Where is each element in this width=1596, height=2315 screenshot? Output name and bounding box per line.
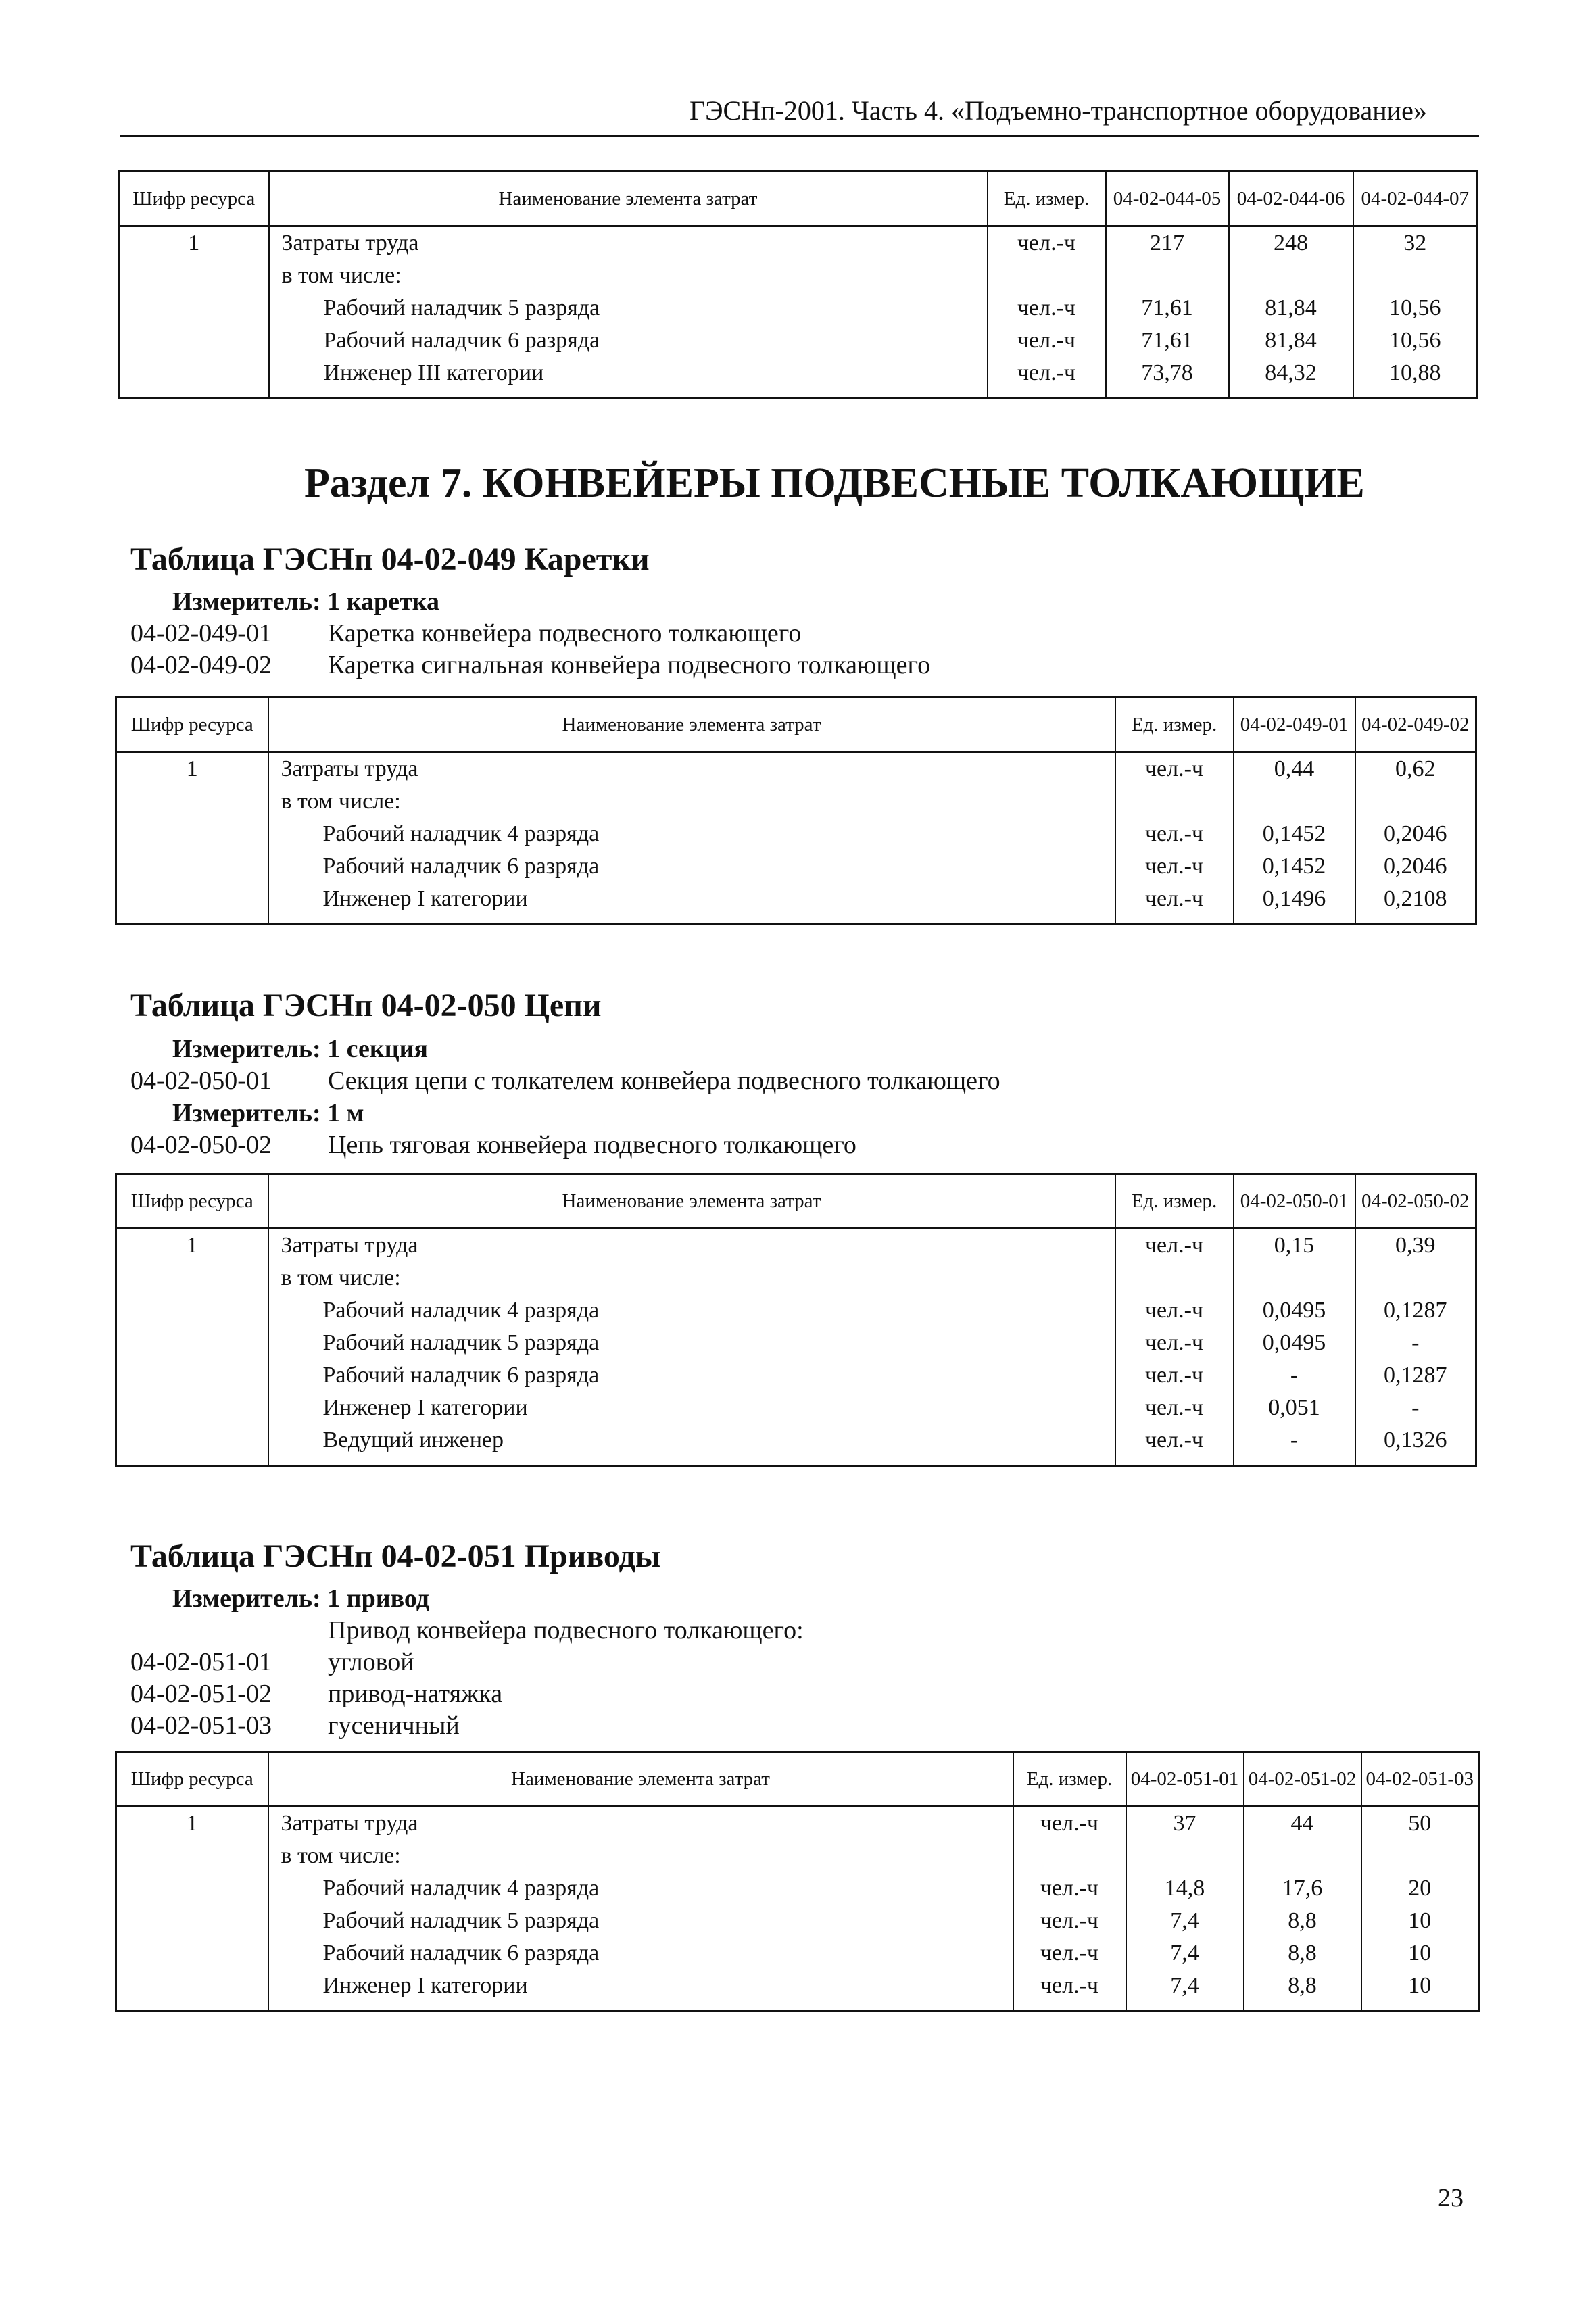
cell-value: 0,1326 bbox=[1355, 1424, 1476, 1466]
item-code: 04-02-050-01 bbox=[130, 1067, 272, 1095]
cell-code bbox=[116, 1872, 268, 1905]
cell-name: Затраты труда bbox=[268, 1229, 1115, 1263]
cell-value: 248 bbox=[1229, 226, 1353, 260]
cell-value: 0,1452 bbox=[1234, 850, 1355, 883]
cell-name: Инженер I категории bbox=[268, 1392, 1115, 1424]
cell-unit bbox=[988, 260, 1106, 292]
measure-051: Измеритель: 1 привод bbox=[172, 1584, 429, 1613]
cell-unit: чел.-ч bbox=[1115, 818, 1234, 850]
col-header-unit: Ед. измер. bbox=[1013, 1752, 1126, 1807]
item-code: 04-02-051-02 bbox=[130, 1680, 272, 1708]
cell-code bbox=[116, 1392, 268, 1424]
page-number: 23 bbox=[1438, 2184, 1464, 2212]
cell-name: Рабочий наладчик 6 разряда bbox=[268, 1359, 1115, 1392]
cell-name: Рабочий наладчик 5 разряда bbox=[269, 292, 988, 324]
table-row bbox=[116, 1970, 1479, 2012]
cell-value: 20 bbox=[1361, 1872, 1479, 1905]
cell-unit: чел.-ч bbox=[1013, 1807, 1126, 1841]
table-body bbox=[116, 698, 1476, 925]
cell-code bbox=[116, 785, 268, 818]
item-text: привод-натяжка bbox=[328, 1680, 503, 1708]
cell-unit: чел.-ч bbox=[1115, 752, 1234, 786]
cell-code bbox=[116, 1262, 268, 1294]
cell-value: 50 bbox=[1361, 1807, 1479, 1841]
cell-name: Рабочий наладчик 6 разряда bbox=[269, 324, 988, 357]
cell-value: 73,78 bbox=[1106, 357, 1229, 399]
cell-code bbox=[116, 1970, 268, 2012]
item-intro: Привод конвейера подвесного толкающего: bbox=[328, 1616, 804, 1644]
cell-value: 0,62 bbox=[1355, 752, 1476, 786]
cell-code bbox=[116, 1327, 268, 1359]
item-text: Каретка сигнальная конвейера подвесного толкающего bbox=[328, 651, 931, 679]
cell-value: - bbox=[1355, 1392, 1476, 1424]
table-header-row bbox=[116, 1752, 1479, 1807]
item-code: 04-02-049-01 bbox=[130, 619, 272, 648]
cell-unit: чел.-ч bbox=[988, 324, 1106, 357]
col-header-code: Шифр ресурса bbox=[119, 172, 269, 226]
table-row bbox=[116, 1424, 1476, 1466]
cost-table-044 bbox=[118, 170, 1478, 399]
table-row bbox=[116, 1905, 1479, 1937]
cell-unit: чел.-ч bbox=[1115, 1327, 1234, 1359]
table-body bbox=[119, 172, 1478, 399]
cell-value: 71,61 bbox=[1106, 324, 1229, 357]
cell-value: 71,61 bbox=[1106, 292, 1229, 324]
item-code: 04-02-050-02 bbox=[130, 1131, 272, 1159]
cell-name: в том числе: bbox=[269, 260, 988, 292]
cell-value: - bbox=[1355, 1327, 1476, 1359]
cell-code bbox=[119, 260, 269, 292]
cell-value bbox=[1106, 260, 1229, 292]
table-row bbox=[116, 1392, 1476, 1424]
table-header-row bbox=[116, 698, 1476, 752]
cell-code bbox=[116, 1294, 268, 1327]
item-text: Секция цепи с толкателем конвейера подвесного толкающего bbox=[328, 1067, 1000, 1095]
measure-050-2: Измеритель: 1 м bbox=[172, 1099, 364, 1127]
cost-table-051 bbox=[115, 1751, 1480, 2012]
cell-code bbox=[116, 1905, 268, 1937]
table-row bbox=[116, 1262, 1476, 1294]
table-title-050: Таблица ГЭСНп 04-02-050 Цепи bbox=[130, 988, 602, 1023]
cell-value: 81,84 bbox=[1229, 324, 1353, 357]
item-text: гусеничный bbox=[328, 1711, 460, 1740]
cell-unit: чел.-ч bbox=[1115, 850, 1234, 883]
table-row bbox=[116, 1937, 1479, 1970]
cell-value bbox=[1126, 1840, 1244, 1872]
cell-name: Затраты труда bbox=[268, 1807, 1013, 1841]
col-header-code-value: 04-02-051-03 bbox=[1361, 1752, 1479, 1807]
table-row bbox=[119, 260, 1478, 292]
cell-value: 0,051 bbox=[1234, 1392, 1355, 1424]
col-header-code: Шифр ресурса bbox=[116, 1752, 268, 1807]
cell-code: 1 bbox=[119, 226, 269, 260]
cell-unit: чел.-ч bbox=[1115, 1392, 1234, 1424]
cell-value: 10 bbox=[1361, 1970, 1479, 2012]
cell-value bbox=[1355, 1262, 1476, 1294]
table-row bbox=[116, 1229, 1476, 1263]
cell-name: в том числе: bbox=[268, 785, 1115, 818]
item-code: 04-02-051-01 bbox=[130, 1648, 272, 1676]
col-header-unit: Ед. измер. bbox=[1115, 1174, 1234, 1229]
cell-value: 0,2046 bbox=[1355, 850, 1476, 883]
table-title-049: Таблица ГЭСНп 04-02-049 Каретки bbox=[130, 541, 650, 577]
table-header-row bbox=[119, 172, 1478, 226]
cell-value: 0,2108 bbox=[1355, 883, 1476, 925]
cost-table-050 bbox=[115, 1173, 1477, 1467]
table-row bbox=[116, 785, 1476, 818]
cell-value: 7,4 bbox=[1126, 1937, 1244, 1970]
cell-code bbox=[116, 1937, 268, 1970]
cell-name: Инженер I категории bbox=[268, 883, 1115, 925]
table-row bbox=[119, 357, 1478, 399]
table-header-row bbox=[116, 1174, 1476, 1229]
cell-code bbox=[116, 1424, 268, 1466]
cell-value: 17,6 bbox=[1244, 1872, 1361, 1905]
header-rule bbox=[120, 135, 1479, 137]
cell-unit: чел.-ч bbox=[988, 357, 1106, 399]
col-header-name: Наименование элемента затрат bbox=[269, 172, 988, 226]
cell-value: 44 bbox=[1244, 1807, 1361, 1841]
cell-value: 0,1287 bbox=[1355, 1294, 1476, 1327]
cell-value: - bbox=[1234, 1359, 1355, 1392]
cell-value: - bbox=[1234, 1424, 1355, 1466]
cell-code bbox=[119, 357, 269, 399]
item-text: Цепь тяговая конвейера подвесного толкающего bbox=[328, 1131, 856, 1159]
cell-value: 0,2046 bbox=[1355, 818, 1476, 850]
cell-unit: чел.-ч bbox=[1013, 1937, 1126, 1970]
cell-name: Затраты труда bbox=[269, 226, 988, 260]
col-header-code-value: 04-02-050-01 bbox=[1234, 1174, 1355, 1229]
table-row bbox=[116, 850, 1476, 883]
cell-name: в том числе: bbox=[268, 1840, 1013, 1872]
cell-name: Рабочий наладчик 4 разряда bbox=[268, 1294, 1115, 1327]
item-code: 04-02-049-02 bbox=[130, 651, 272, 679]
col-header-name: Наименование элемента затрат bbox=[268, 1174, 1115, 1229]
cell-code bbox=[119, 292, 269, 324]
cell-value: 0,1496 bbox=[1234, 883, 1355, 925]
cell-unit: чел.-ч bbox=[1013, 1905, 1126, 1937]
col-header-code-value: 04-02-049-01 bbox=[1234, 698, 1355, 752]
cell-unit: чел.-ч bbox=[988, 226, 1106, 260]
cell-name: Рабочий наладчик 6 разряда bbox=[268, 850, 1115, 883]
cell-unit: чел.-ч bbox=[1115, 1294, 1234, 1327]
col-header-name: Наименование элемента затрат bbox=[268, 1752, 1013, 1807]
cell-value: 10 bbox=[1361, 1905, 1479, 1937]
cell-value: 217 bbox=[1106, 226, 1229, 260]
section-title: Раздел 7. КОНВЕЙЕРЫ ПОДВЕСНЫЕ ТОЛКАЮЩИЕ bbox=[304, 460, 1365, 506]
table-row bbox=[116, 883, 1476, 925]
cell-value: 84,32 bbox=[1229, 357, 1353, 399]
cell-value: 0,44 bbox=[1234, 752, 1355, 786]
cell-unit: чел.-ч bbox=[988, 292, 1106, 324]
table-row bbox=[116, 1294, 1476, 1327]
cell-name: Рабочий наладчик 6 разряда bbox=[268, 1937, 1013, 1970]
cell-unit: чел.-ч bbox=[1115, 1424, 1234, 1466]
table-row bbox=[116, 1840, 1479, 1872]
cell-value: 32 bbox=[1353, 226, 1478, 260]
measure-050-1: Измеритель: 1 секция bbox=[172, 1035, 429, 1063]
table-row bbox=[116, 818, 1476, 850]
cell-unit: чел.-ч bbox=[1115, 1359, 1234, 1392]
cell-value: 37 bbox=[1126, 1807, 1244, 1841]
cell-value: 0,0495 bbox=[1234, 1327, 1355, 1359]
col-header-code: Шифр ресурса bbox=[116, 698, 268, 752]
table-row bbox=[116, 752, 1476, 786]
cell-value: 0,15 bbox=[1234, 1229, 1355, 1263]
cell-value: 10 bbox=[1361, 1937, 1479, 1970]
cell-name: Инженер I категории bbox=[268, 1970, 1013, 2012]
cell-unit bbox=[1115, 1262, 1234, 1294]
table-row bbox=[119, 292, 1478, 324]
cell-value: 8,8 bbox=[1244, 1937, 1361, 1970]
table-row bbox=[116, 1327, 1476, 1359]
cell-value: 14,8 bbox=[1126, 1872, 1244, 1905]
cell-value: 7,4 bbox=[1126, 1905, 1244, 1937]
item-text: Каретка конвейера подвесного толкающего bbox=[328, 619, 802, 648]
col-header-name: Наименование элемента затрат bbox=[268, 698, 1115, 752]
cell-value: 0,39 bbox=[1355, 1229, 1476, 1263]
cell-value bbox=[1229, 260, 1353, 292]
cell-value bbox=[1234, 785, 1355, 818]
table-title-051: Таблица ГЭСНп 04-02-051 Приводы bbox=[130, 1538, 661, 1574]
cell-code bbox=[119, 324, 269, 357]
cell-unit: чел.-ч bbox=[1115, 883, 1234, 925]
col-header-code-value: 04-02-044-06 bbox=[1229, 172, 1353, 226]
table-row bbox=[119, 226, 1478, 260]
cell-value: 7,4 bbox=[1126, 1970, 1244, 2012]
table-row bbox=[116, 1807, 1479, 1841]
cell-code bbox=[116, 883, 268, 925]
cell-value: 10,56 bbox=[1353, 324, 1478, 357]
col-header-code: Шифр ресурса bbox=[116, 1174, 268, 1229]
cell-value: 10,56 bbox=[1353, 292, 1478, 324]
col-header-code-value: 04-02-051-01 bbox=[1126, 1752, 1244, 1807]
cell-value: 81,84 bbox=[1229, 292, 1353, 324]
cell-value bbox=[1234, 1262, 1355, 1294]
cost-table-049 bbox=[115, 696, 1477, 925]
table-row bbox=[116, 1872, 1479, 1905]
cell-value bbox=[1361, 1840, 1479, 1872]
cell-unit: чел.-ч bbox=[1013, 1872, 1126, 1905]
cell-name: Затраты труда bbox=[268, 752, 1115, 786]
cell-value: 8,8 bbox=[1244, 1970, 1361, 2012]
cell-unit: чел.-ч bbox=[1013, 1970, 1126, 2012]
col-header-code-value: 04-02-044-07 bbox=[1353, 172, 1478, 226]
col-header-code-value: 04-02-050-02 bbox=[1355, 1174, 1476, 1229]
cell-name: Инженер III категории bbox=[269, 357, 988, 399]
cell-value bbox=[1353, 260, 1478, 292]
cell-name: Рабочий наладчик 4 разряда bbox=[268, 1872, 1013, 1905]
table-body bbox=[116, 1174, 1476, 1466]
table-body bbox=[116, 1752, 1479, 2012]
cell-code: 1 bbox=[116, 1229, 268, 1263]
col-header-code-value: 04-02-049-02 bbox=[1355, 698, 1476, 752]
cell-unit bbox=[1013, 1840, 1126, 1872]
cell-code bbox=[116, 818, 268, 850]
cell-value: 0,0495 bbox=[1234, 1294, 1355, 1327]
cell-code bbox=[116, 1359, 268, 1392]
cell-value: 8,8 bbox=[1244, 1905, 1361, 1937]
running-header: ГЭСНп-2001. Часть 4. «Подъемно-транспортное оборудование» bbox=[690, 95, 1427, 126]
cell-unit bbox=[1115, 785, 1234, 818]
cell-name: Рабочий наладчик 4 разряда bbox=[268, 818, 1115, 850]
cell-value bbox=[1355, 785, 1476, 818]
cell-value: 10,88 bbox=[1353, 357, 1478, 399]
cell-code bbox=[116, 1840, 268, 1872]
cell-code bbox=[116, 850, 268, 883]
item-text: угловой bbox=[328, 1648, 414, 1676]
table-row bbox=[116, 1359, 1476, 1392]
col-header-unit: Ед. измер. bbox=[1115, 698, 1234, 752]
col-header-code-value: 04-02-044-05 bbox=[1106, 172, 1229, 226]
col-header-unit: Ед. измер. bbox=[988, 172, 1106, 226]
cell-name: Рабочий наладчик 5 разряда bbox=[268, 1905, 1013, 1937]
cell-name: Рабочий наладчик 5 разряда bbox=[268, 1327, 1115, 1359]
cell-value bbox=[1244, 1840, 1361, 1872]
cell-value: 0,1287 bbox=[1355, 1359, 1476, 1392]
measure-049: Измеритель: 1 каретка bbox=[172, 587, 439, 616]
col-header-code-value: 04-02-051-02 bbox=[1244, 1752, 1361, 1807]
cell-name: Ведущий инженер bbox=[268, 1424, 1115, 1466]
cell-code: 1 bbox=[116, 752, 268, 786]
table-row bbox=[119, 324, 1478, 357]
cell-value: 0,1452 bbox=[1234, 818, 1355, 850]
item-code: 04-02-051-03 bbox=[130, 1711, 272, 1740]
cell-name: в том числе: bbox=[268, 1262, 1115, 1294]
cell-code: 1 bbox=[116, 1807, 268, 1841]
cell-unit: чел.-ч bbox=[1115, 1229, 1234, 1263]
